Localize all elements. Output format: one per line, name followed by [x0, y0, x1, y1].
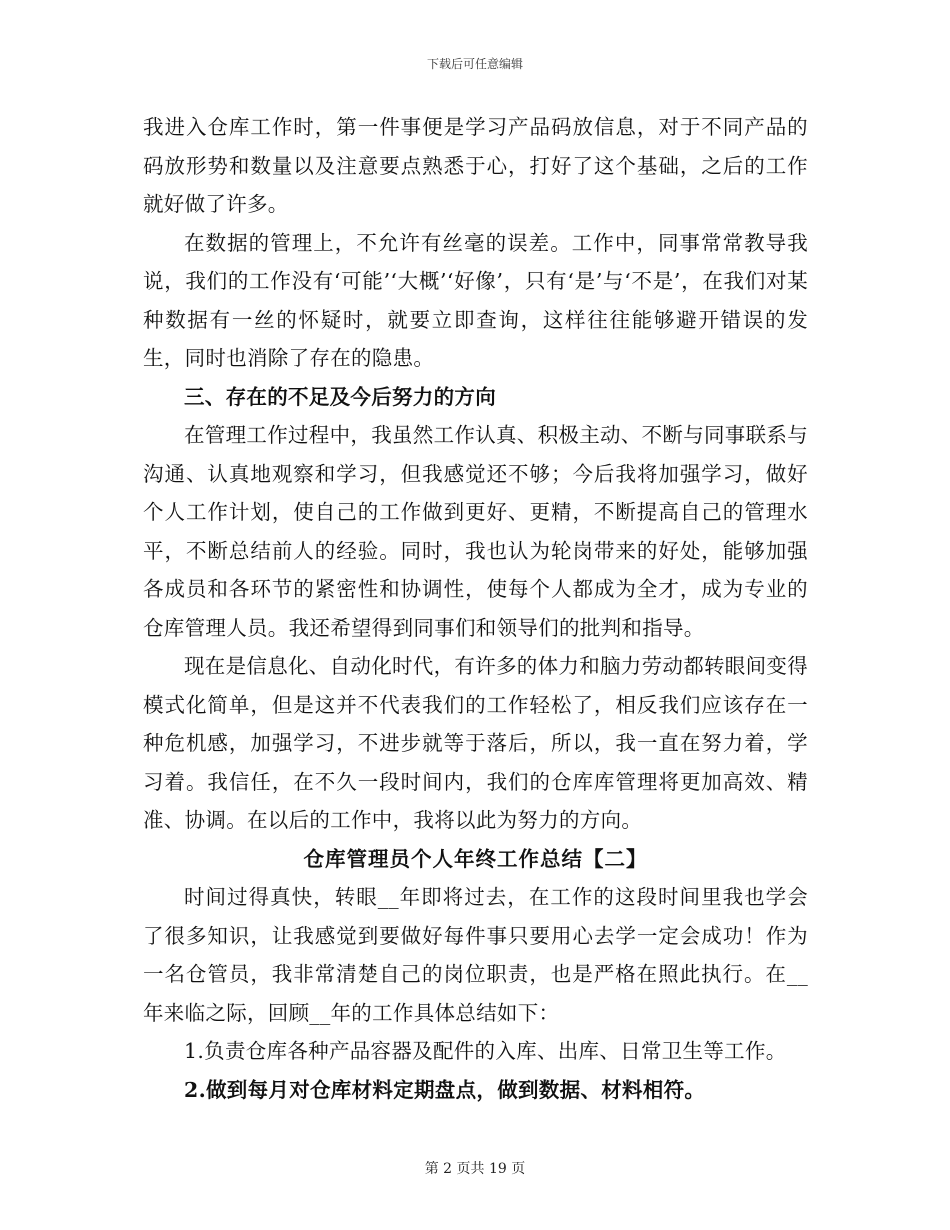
paragraph: 时间过得真快，转眼__年即将过去，在工作的这段时间里我也学会了很多知识，让我感觉到要做好每件事只要用心去学一定会成功！作为一名仓管员，我非常清楚自己的岗位职责，也是严格在照此执行。在__年来临之际，回顾__年的工作具体总结如下：: [143, 885, 808, 1025]
paragraph: 在管理工作过程中，我虽然工作认真、积极主动、不断与同事联系与沟通、认真地观察和学习，但我感觉还不够；今后我将加强学习，做好个人工作计划，使自己的工作做到更好、更精，不断提高自己的管理水平，不断总结前人的经验。同时，我也认为轮岗带来的好处，能够加强各成员和各环节的紧密性和协调性，使每个人都成为全才，成为专业的仓库管理人员。我还希望得到同事们和领导们的批判和指导。: [143, 423, 808, 640]
paragraph: 现在是信息化、自动化时代，有许多的体力和脑力劳动都转眼间变得模式化简单，但是这并不代表我们的工作轻松了，相反我们应该存在一种危机感，加强学习，不进步就等于落后，所以，我一直在努力着，学习着。我信任，在不久一段时间内，我们的仓库库管理将更加高效、精准、协调。在以后的工作中，我将以此为努力的方向。: [143, 654, 808, 832]
page-header: 下载后可任意编辑: [426, 57, 523, 71]
list-item: 1.负责仓库各种产品容器及配件的入库、出库、日常卫生等工作。: [184, 1039, 787, 1063]
paragraph: 我进入仓库工作时，第一件事便是学习产品码放信息，对于不同产品的码放形势和数量以及注意要点熟悉于心，打好了这个基础，之后的工作就好做了许多。: [143, 115, 808, 216]
paragraph: 在数据的管理上，不允许有丝毫的误差。工作中，同事常常教导我说，我们的工作没有‘可能’‘大概’‘好像’，只有‘是’与‘不是’，在我们对某种数据有一丝的怀疑时，就要立即查询，这样往往能够避开错误的发生，同时也消除了存在的隐患。: [143, 230, 808, 370]
page-footer: 第 2 页共 19 页: [424, 1161, 526, 1177]
section-heading: 三、存在的不足及今后努力的方向: [184, 384, 496, 409]
document-title: 仓库管理员个人年终工作总结【二】: [303, 846, 648, 871]
list-item: 2.做到每月对仓库材料定期盘点，做到数据、材料相符。: [184, 1077, 706, 1102]
document-body: [143, 108, 808, 1109]
